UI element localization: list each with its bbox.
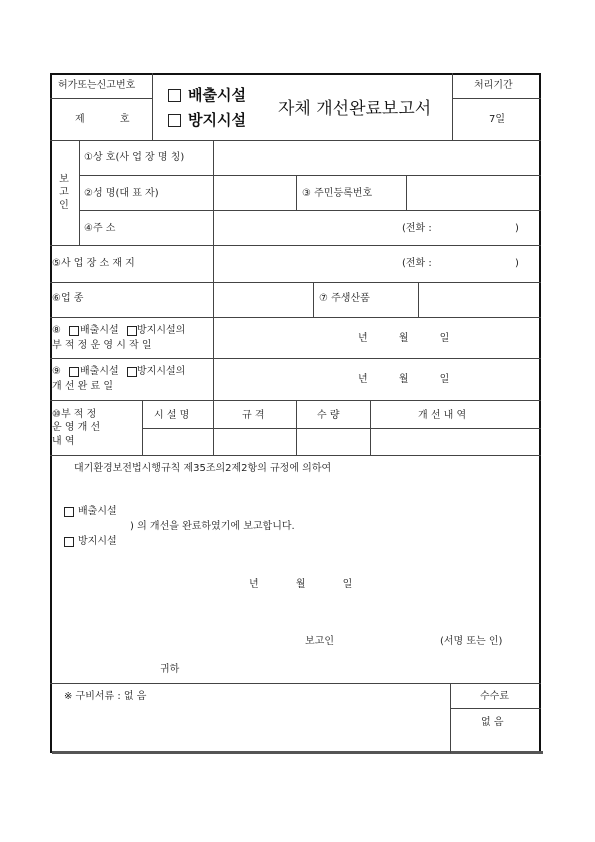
workplace-phone-close: ) — [515, 258, 519, 269]
item9-title: 개 선 완 료 일 — [52, 381, 114, 392]
col-spec-header: 규 격 — [242, 410, 265, 421]
divider — [406, 175, 407, 210]
item8-emission-checkbox[interactable] — [69, 326, 79, 336]
body-prevention-label: 방지시설 — [78, 536, 117, 547]
item10-label-line3: 내 역 — [52, 436, 75, 447]
emission-checkbox[interactable] — [168, 89, 181, 102]
page-title: 자체 개선완료보고서 — [278, 99, 432, 119]
main-product-label: ⑦ 주생산품 — [319, 293, 370, 304]
item8-title: 부 적 정 운 영 시 작 일 — [52, 340, 152, 351]
processing-period-value: 7일 — [489, 114, 506, 125]
frame-shadow — [52, 751, 543, 754]
divider — [450, 708, 541, 709]
divider — [50, 317, 541, 318]
required-documents-label: ※ 구비서류 : 없 음 — [64, 691, 147, 702]
company-name-label: ①상 호(사 업 장 명 칭) — [84, 152, 185, 163]
item10-label-line1: ⑩부 적 정 — [52, 409, 97, 420]
divider — [50, 455, 541, 456]
divider — [50, 358, 541, 359]
permit-number-label: 허가또는신고번호 — [58, 80, 136, 91]
col-qty-header: 수 량 — [317, 410, 340, 421]
divider — [79, 175, 541, 176]
report-date: 년 월 일 — [249, 579, 353, 590]
resident-number-label: ③ 주민등록번호 — [302, 188, 373, 199]
item8-prefix: ⑧ — [52, 325, 61, 336]
divider — [142, 428, 541, 429]
body-emission-label: 배출시설 — [78, 506, 117, 517]
reporter-group-label: 보고인 — [59, 174, 69, 211]
industry-label: ⑥업 종 — [52, 293, 84, 304]
item8-date: 년 월 일 — [358, 333, 450, 344]
item9-date: 년 월 일 — [358, 374, 450, 385]
prevention-checkbox[interactable] — [168, 114, 181, 127]
divider — [213, 400, 214, 455]
divider — [450, 683, 451, 753]
item8-prevention-label: 방지시설의 — [137, 325, 186, 336]
phone-close: ) — [515, 223, 519, 234]
prevention-option-label: 방지시설 — [188, 111, 246, 129]
divider — [50, 140, 541, 141]
divider — [142, 400, 143, 455]
item9-emission-label: 배출시설 — [80, 366, 119, 377]
legal-basis-text: 대기환경보전법시행규칙 제35조의2제2항의 규정에 의하여 — [74, 463, 332, 474]
emission-option-label: 배출시설 — [188, 86, 246, 104]
item9-emission-checkbox[interactable] — [69, 367, 79, 377]
divider — [418, 282, 419, 317]
divider — [152, 73, 153, 140]
fee-label: 수수료 — [480, 691, 509, 702]
divider — [50, 245, 541, 246]
reporter-label: 보고인 — [305, 636, 334, 647]
item9-prevention-checkbox[interactable] — [127, 367, 137, 377]
address-label: ④주 소 — [84, 223, 116, 234]
item8-prevention-checkbox[interactable] — [127, 326, 137, 336]
divider — [79, 210, 541, 211]
item8-emission-label: 배출시설 — [80, 325, 119, 336]
divider — [50, 282, 541, 283]
divider — [452, 98, 541, 99]
item10-label-line2: 운 영 개 선 — [52, 422, 101, 433]
col-facility-header: 시 설 명 — [154, 410, 190, 421]
addressee-label: 귀하 — [160, 664, 180, 675]
body-emission-checkbox[interactable] — [64, 507, 74, 517]
divider — [452, 73, 453, 140]
workplace-phone-label: (전화 : — [402, 258, 432, 269]
divider — [213, 317, 214, 400]
workplace-location-label: ⑤사 업 장 소 재 지 — [52, 258, 135, 269]
representative-name-label: ②성 명(대 표 자) — [84, 188, 159, 199]
item9-prevention-label: 방지시설의 — [137, 366, 186, 377]
statement-text: ) 의 개선을 완료하였기에 보고합니다. — [130, 521, 295, 532]
col-details-header: 개 선 내 역 — [418, 410, 467, 421]
divider — [296, 400, 297, 455]
item9-prefix: ⑨ — [52, 366, 61, 377]
divider — [313, 282, 314, 317]
divider — [79, 140, 80, 245]
signature-label: (서명 또는 인) — [440, 636, 503, 647]
body-prevention-checkbox[interactable] — [64, 537, 74, 547]
number-label: 제 호 — [75, 114, 130, 125]
phone-label: (전화 : — [402, 223, 432, 234]
fee-value: 없 음 — [481, 717, 504, 728]
divider — [50, 683, 541, 684]
processing-period-label: 처리기간 — [474, 80, 513, 91]
divider — [213, 140, 214, 317]
divider — [50, 98, 152, 99]
divider — [296, 175, 297, 210]
divider — [370, 400, 371, 455]
